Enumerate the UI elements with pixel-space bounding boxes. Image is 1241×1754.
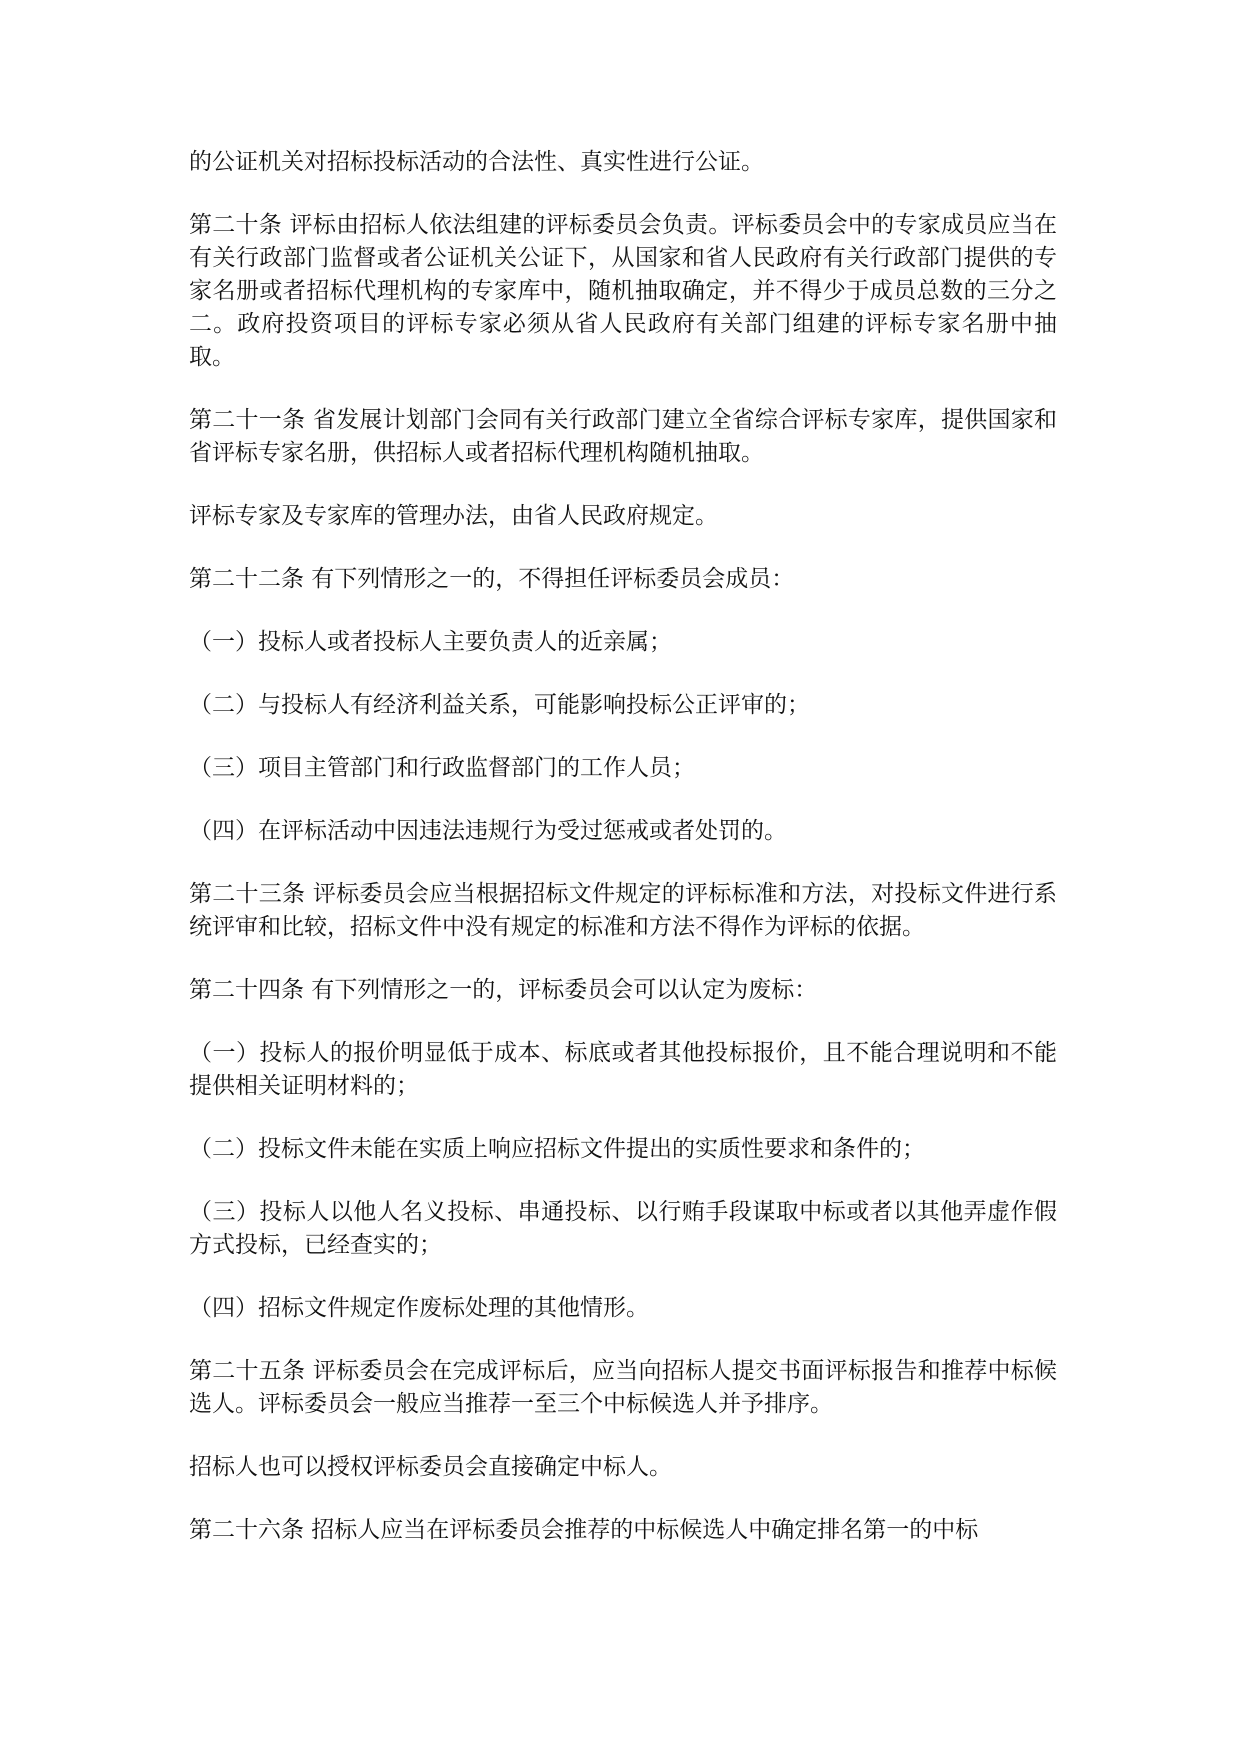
article-24-item-4: （四）招标文件规定作废标处理的其他情形。 <box>189 1295 649 1321</box>
article-24-item-1: （一）投标人的报价明显低于成本、标底或者其他投标报价，且不能合理说明和不能提供相关证明材料的； <box>189 1040 1057 1099</box>
paragraph-continuation: 的公证机关对招标投标活动的合法性、真实性进行公证。 <box>189 149 764 175</box>
article-22-item-3: （三）项目主管部门和行政监督部门的工作人员； <box>189 755 695 781</box>
article-22: 第二十二条 有下列情形之一的，不得担任评标委员会成员： <box>189 566 795 592</box>
article-24-item-3: （三）投标人以他人名义投标、串通投标、以行贿手段谋取中标或者以其他弄虚作假方式投标，已经查实的； <box>189 1199 1057 1258</box>
document-body <box>189 146 1057 1577</box>
article-23: 第二十三条 评标委员会应当根据招标文件规定的评标标准和方法，对投标文件进行系统评审和比较，招标文件中没有规定的标准和方法不得作为评标的依据。 <box>189 881 1057 940</box>
article-25-note: 招标人也可以授权评标委员会直接确定中标人。 <box>189 1454 672 1480</box>
article-26: 第二十六条 招标人应当在评标委员会推荐的中标候选人中确定排名第一的中标 <box>189 1517 979 1543</box>
article-24-item-2: （二）投标文件未能在实质上响应招标文件提出的实质性要求和条件的； <box>189 1136 925 1162</box>
article-21-note: 评标专家及专家库的管理办法，由省人民政府规定。 <box>189 503 718 529</box>
article-24: 第二十四条 有下列情形之一的，评标委员会可以认定为废标： <box>189 977 818 1003</box>
article-20: 第二十条 评标由招标人依法组建的评标委员会负责。评标委员会中的专家成员应当在有关行政部门监督或者公证机关公证下，从国家和省人民政府有关行政部门提供的专家名册或者招标代理机构的专家库中，随机抽取确定，并不得少于成员总数的三分之二。政府投资项目的评标专家必须从省人民政府有关部门组建的评标专家名册中抽取。 <box>189 212 1057 370</box>
article-21: 第二十一条 省发展计划部门会同有关行政部门建立全省综合评标专家库，提供国家和省评标专家名册，供招标人或者招标代理机构随机抽取。 <box>189 407 1057 466</box>
article-22-item-4: （四）在评标活动中因违法违规行为受过惩戒或者处罚的。 <box>189 818 787 844</box>
article-22-item-1: （一）投标人或者投标人主要负责人的近亲属； <box>189 629 672 655</box>
article-22-item-2: （二）与投标人有经济利益关系，可能影响投标公正评审的； <box>189 692 810 718</box>
article-25: 第二十五条 评标委员会在完成评标后，应当向招标人提交书面评标报告和推荐中标候选人。评标委员会一般应当推荐一至三个中标候选人并予排序。 <box>189 1358 1057 1417</box>
